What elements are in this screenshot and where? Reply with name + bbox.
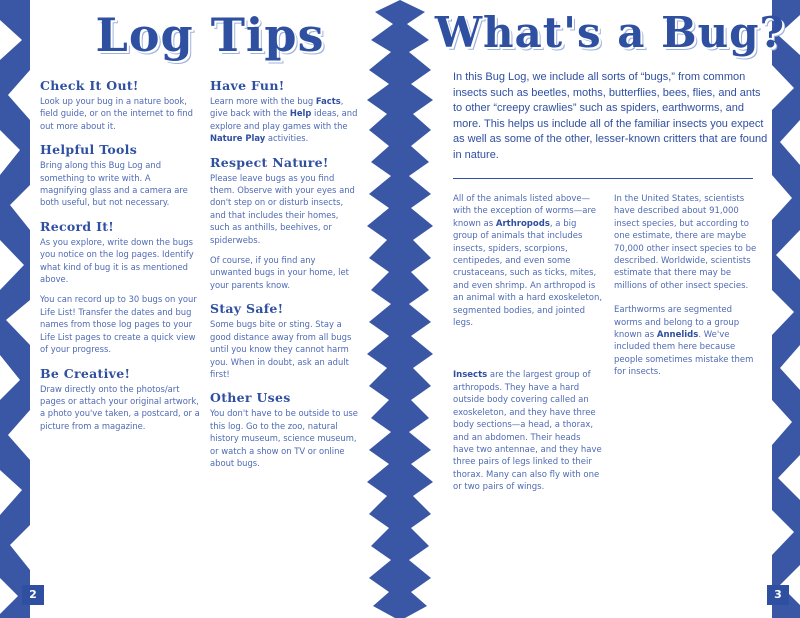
tip-text: As you explore, write down the bugs you notice on the log pages. Identify what kind of bug it is as mentioned above.: [40, 236, 194, 285]
tip-heading: Record It!: [40, 218, 115, 234]
tip-text: Bring along this Bug Log and something to write with. A magnifying glass and a camera are both useful, but not necessary.: [40, 160, 188, 208]
page-number: 2: [22, 585, 44, 605]
tip-heading: Helpful Tools: [40, 142, 138, 158]
tip-check-it-out: [40, 78, 200, 132]
help-term: Help: [289, 108, 312, 119]
nature-play-term: Nature Play: [210, 133, 266, 144]
annelids-term: Annelids: [656, 330, 699, 341]
tip-respect-nature: [210, 155, 358, 292]
tip-have-fun: [210, 78, 358, 145]
tip-text: Please leave bugs as you find them. Observe with your eyes and don't step on or disturb insects, and that includes their homes, such as anthills, beehives, or spiderwebs.: [210, 172, 355, 245]
arthropods-paragraph: All of the animals listed above—with the exception of worms—are known as Arthropods, a big group of animals that includes insects, spiders, scorpions, centipedes, and even some crustaceans, such as ticks, mites, and even shrimp. An arthropod is an animal with a hard exoskeleton, segmented bodies, and jointed legs.: [453, 194, 603, 329]
tips-column-1: [40, 78, 200, 442]
right-tribal-border: [772, 0, 800, 618]
insects-term: Insects: [453, 370, 488, 381]
tip-text: Some bugs bite or sting. Stay a good distance away from all bugs until you know they cannot harm you. When in doubt, ask an adult first!: [210, 319, 352, 379]
tip-heading: Stay Safe!: [210, 301, 284, 317]
section-divider: [453, 178, 753, 179]
page-title: Log Tips: [95, 8, 325, 62]
tip-record-it: [40, 219, 200, 356]
tip-heading: Other Uses: [210, 390, 291, 406]
tip-heading: Have Fun!: [210, 78, 285, 93]
tip-be-creative: [40, 366, 200, 433]
left-tribal-border: [0, 0, 30, 618]
tips-column-2: [210, 78, 358, 479]
tip-text: Draw directly onto the photos/art pages or attach your original artwork, a photo you've taken, a postcard, or a picture from a magazine.: [40, 383, 200, 431]
page-number: 3: [767, 585, 789, 605]
page-title: What's a Bug?: [434, 8, 786, 57]
facts-term: Facts: [315, 96, 341, 106]
tip-stay-safe: [210, 301, 358, 380]
earthworms-paragraph: Earthworms are segmented worms and belong to a group known as Annelids. We've included them here because people sometimes mistake them for insects.: [614, 305, 754, 378]
body-column-2: [614, 193, 762, 391]
tip-text: You can record up to 30 bugs on your Life List! Transfer the dates and bug names from those log pages to your Life List pages to create a quick view of your progress.: [40, 294, 197, 355]
body-column-1: [453, 193, 603, 506]
tip-heading: Respect Nature!: [210, 154, 329, 170]
intro-paragraph: In this Bug Log, we include all sorts of “bugs,” from common insects such as beetles, moths, butterflies, bees, flies, and ants to other “creepy crawlies” such as spiders, earthworms, and more. This helps us include all of the familiar insects you expect as well as some of the other, lesser-known critters that are found in nature.: [453, 71, 768, 161]
tip-text: You don't have to be outside to use this log. Go to the zoo, natural history museum, science museum, or watch a show on TV or online about bugs.: [210, 408, 358, 468]
tip-text: Look up your bug in a nature book, field guide, or on the internet to find out more about it.: [40, 96, 193, 131]
tip-other-uses: [210, 390, 358, 469]
tip-heading: Be Creative!: [40, 365, 131, 381]
tip-text: Of course, if you find any unwanted bugs in your home, let your parents know.: [210, 255, 349, 290]
tip-text: Learn more with the bug Facts, give back with the Help ideas, and explore and play games with the Nature Play activities.: [210, 96, 358, 144]
tip-helpful-tools: [40, 142, 200, 209]
species-paragraph: In the United States, scientists have described about 91,000 insect species, but according to one estimate, there are maybe 70,000 other insect species to be described. Worldwide, scientists estimate that there may be millions of other insect species.: [614, 194, 757, 291]
insects-paragraph: Insects are the largest group of arthropods. They have a hard outside body covering called an exoskeleton, and they have three body sections—a head, a thorax, and an abdomen. Their heads have two antennae, and they have three pairs of legs linked to their thorax. Many can also fly with one or two pairs of wings.: [453, 370, 602, 493]
tip-heading: Check It Out!: [40, 78, 139, 93]
arthropods-term: Arthropods: [495, 218, 550, 229]
